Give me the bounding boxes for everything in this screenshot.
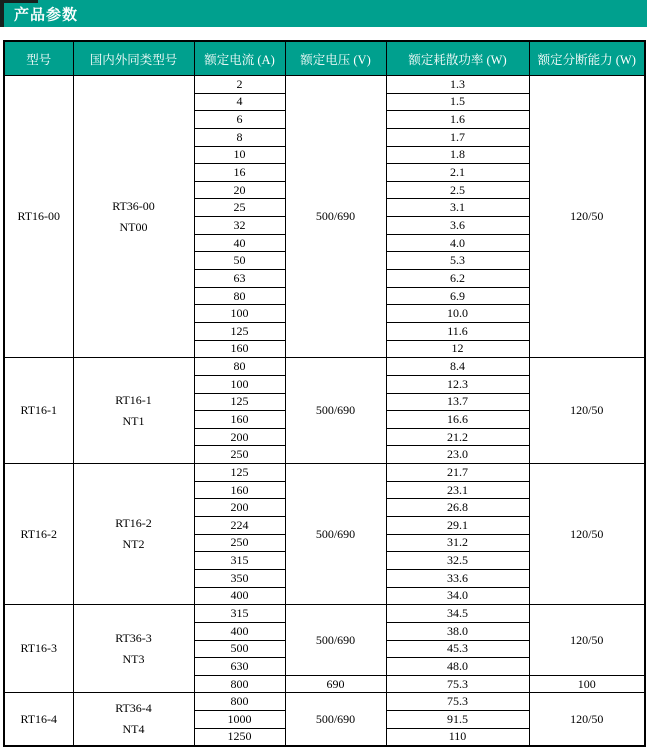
power-cell: 21.7 (386, 464, 529, 482)
title-left-accent (0, 0, 4, 27)
power-cell: 23.0 (386, 446, 529, 464)
voltage-cell: 500/690 (285, 76, 386, 358)
voltage-cell: 500/690 (285, 605, 386, 676)
power-cell: 4.0 (386, 234, 529, 252)
column-header: 额定分断能力 (W) (529, 41, 645, 76)
power-cell: 10.0 (386, 305, 529, 323)
power-cell: 75.3 (386, 675, 529, 693)
current-cell: 50 (194, 252, 285, 270)
current-cell: 315 (194, 605, 285, 623)
current-cell: 20 (194, 181, 285, 199)
current-cell: 125 (194, 464, 285, 482)
power-cell: 1.3 (386, 76, 529, 94)
current-cell: 350 (194, 569, 285, 587)
power-cell: 1.8 (386, 146, 529, 164)
current-cell: 125 (194, 322, 285, 340)
model-cell: RT16-4 (4, 693, 73, 746)
power-cell: 11.6 (386, 322, 529, 340)
current-cell: 160 (194, 340, 285, 358)
power-cell: 33.6 (386, 569, 529, 587)
power-cell: 23.1 (386, 481, 529, 499)
current-cell: 100 (194, 305, 285, 323)
current-cell: 40 (194, 234, 285, 252)
table-row (4, 76, 645, 94)
current-cell: 160 (194, 411, 285, 429)
current-cell: 800 (194, 693, 285, 711)
power-cell: 48.0 (386, 658, 529, 676)
similar-model-line: RT36-3 (115, 630, 152, 645)
current-cell: 400 (194, 622, 285, 640)
current-cell: 630 (194, 658, 285, 676)
table-row (4, 358, 645, 376)
current-cell: 80 (194, 358, 285, 376)
current-cell: 25 (194, 199, 285, 217)
breaking-capacity-cell: 100 (529, 675, 645, 693)
similar-model-line: RT16-2 (115, 516, 152, 531)
similar-model-line: RT36-4 (115, 701, 152, 716)
current-cell: 2 (194, 76, 285, 94)
current-cell: 1000 (194, 711, 285, 729)
breaking-capacity-cell: 120/50 (529, 76, 645, 358)
power-cell: 13.7 (386, 393, 529, 411)
power-cell: 1.7 (386, 128, 529, 146)
power-cell: 34.0 (386, 587, 529, 605)
voltage-cell: 500/690 (285, 358, 386, 464)
column-header: 额定电流 (A) (194, 41, 285, 76)
similar-model-cell (73, 76, 194, 358)
title-bar (0, 0, 647, 27)
current-cell: 80 (194, 287, 285, 305)
power-cell: 1.6 (386, 111, 529, 129)
power-cell: 12.3 (386, 375, 529, 393)
power-cell: 91.5 (386, 711, 529, 729)
current-cell: 500 (194, 640, 285, 658)
similar-model-cell (73, 693, 194, 746)
power-cell: 29.1 (386, 517, 529, 535)
table-body (4, 76, 645, 746)
power-cell: 45.3 (386, 640, 529, 658)
voltage-cell: 500/690 (285, 693, 386, 746)
power-cell: 32.5 (386, 552, 529, 570)
similar-model-cell (73, 358, 194, 464)
current-cell: 400 (194, 587, 285, 605)
power-cell: 16.6 (386, 411, 529, 429)
power-cell: 75.3 (386, 693, 529, 711)
current-cell: 63 (194, 270, 285, 288)
voltage-cell: 690 (285, 675, 386, 693)
power-cell: 3.6 (386, 217, 529, 235)
current-cell: 10 (194, 146, 285, 164)
table-row (4, 605, 645, 623)
current-cell: 800 (194, 675, 285, 693)
current-cell: 16 (194, 164, 285, 182)
similar-model-line: NT3 (122, 651, 145, 666)
similar-model-line: NT1 (122, 413, 145, 428)
power-cell: 26.8 (386, 499, 529, 517)
power-cell: 34.5 (386, 605, 529, 623)
similar-model-line: RT36-00 (112, 198, 155, 213)
power-cell: 12 (386, 340, 529, 358)
power-cell: 21.2 (386, 428, 529, 446)
current-cell: 100 (194, 375, 285, 393)
breaking-capacity-cell: 120/50 (529, 693, 645, 746)
header-row (4, 41, 645, 76)
power-cell: 2.1 (386, 164, 529, 182)
power-cell: 6.9 (386, 287, 529, 305)
power-cell: 110 (386, 728, 529, 746)
similar-model-line: NT2 (122, 537, 145, 552)
current-cell: 160 (194, 481, 285, 499)
current-cell: 200 (194, 499, 285, 517)
current-cell: 315 (194, 552, 285, 570)
power-cell: 38.0 (386, 622, 529, 640)
column-header: 额定耗散功率 (W) (386, 41, 529, 76)
power-cell: 2.5 (386, 181, 529, 199)
similar-model-cell (73, 605, 194, 693)
power-cell: 8.4 (386, 358, 529, 376)
model-cell: RT16-3 (4, 605, 73, 693)
voltage-cell: 500/690 (285, 464, 386, 605)
similar-model-cell (73, 464, 194, 605)
power-cell: 6.2 (386, 270, 529, 288)
breaking-capacity-cell: 120/50 (529, 605, 645, 676)
column-header: 额定电压 (V) (285, 41, 386, 76)
model-cell: RT16-00 (4, 76, 73, 358)
current-cell: 8 (194, 128, 285, 146)
power-cell: 3.1 (386, 199, 529, 217)
current-cell: 4 (194, 93, 285, 111)
breaking-capacity-cell: 120/50 (529, 464, 645, 605)
current-cell: 125 (194, 393, 285, 411)
page-title: 产品参数 (14, 5, 79, 23)
similar-model-line: NT4 (122, 722, 145, 737)
current-cell: 32 (194, 217, 285, 235)
model-cell: RT16-1 (4, 358, 73, 464)
current-cell: 6 (194, 111, 285, 129)
product-parameters-table (3, 40, 646, 747)
current-cell: 224 (194, 517, 285, 535)
power-cell: 31.2 (386, 534, 529, 552)
power-cell: 1.5 (386, 93, 529, 111)
model-cell: RT16-2 (4, 464, 73, 605)
current-cell: 250 (194, 534, 285, 552)
current-cell: 1250 (194, 728, 285, 746)
power-cell: 5.3 (386, 252, 529, 270)
table-row (4, 464, 645, 482)
column-header: 型号 (4, 41, 73, 76)
breaking-capacity-cell: 120/50 (529, 358, 645, 464)
current-cell: 200 (194, 428, 285, 446)
column-header: 国内外同类型号 (73, 41, 194, 76)
table-row (4, 693, 645, 711)
similar-model-line: NT00 (119, 219, 148, 234)
table-header-row (4, 41, 645, 76)
similar-model-line: RT16-1 (115, 392, 152, 407)
current-cell: 250 (194, 446, 285, 464)
